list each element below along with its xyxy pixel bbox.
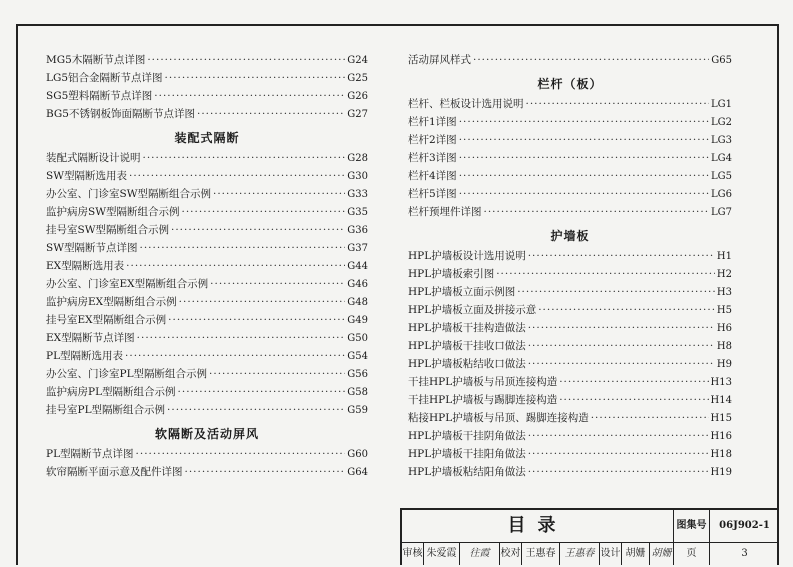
- leader-dots: [528, 445, 709, 463]
- toc-entry-page: G46: [347, 279, 368, 290]
- toc-entry: [408, 373, 732, 391]
- toc-entry: [46, 401, 368, 419]
- leader-dots: [538, 301, 715, 319]
- toc-entry-page: G28: [347, 153, 368, 164]
- toc-entry-title: 挂号室SW型隔断组合示例: [46, 224, 169, 236]
- leader-dots: [517, 283, 715, 301]
- toc-entry-title: HPL护墙板立面及拼接示意: [408, 304, 537, 316]
- toc-entry-page: G48: [347, 297, 368, 308]
- toc-entry-page: G25: [347, 73, 368, 84]
- toc-entry-title: 挂号室EX型隔断组合示例: [46, 314, 167, 326]
- leader-dots: [559, 373, 708, 391]
- toc-entry-title: 软帘隔断平面示意及配件详图: [46, 466, 183, 478]
- toc-entry-title: 栏杆、栏板设计选用说明: [408, 98, 524, 110]
- leader-dots: [473, 51, 709, 69]
- toc-entry-page: LG6: [711, 189, 732, 200]
- toc-entry-page: G27: [347, 109, 368, 120]
- toc-entry-title: BG5不锈钢板饰面隔断节点详图: [46, 108, 195, 120]
- toc-entry-page: H15: [710, 413, 732, 424]
- toc-entry: [46, 347, 368, 365]
- toc-entry-title: HPL护墙板干挂构造做法: [408, 322, 526, 334]
- toc-entry: [408, 185, 732, 203]
- toc-entry-page: H2: [716, 269, 732, 280]
- leader-dots: [459, 131, 709, 149]
- toc-entry-title: 粘接HPL护墙板与吊顶、踢脚连接构造: [408, 412, 589, 424]
- toc-entry-page: G65: [711, 55, 732, 66]
- review-label: 审核: [402, 542, 424, 565]
- toc-entry-page: H5: [716, 305, 732, 316]
- atlas-number-label: 图集号: [674, 510, 710, 542]
- leader-dots: [178, 383, 346, 401]
- toc-entry-title: HPL护墙板干挂收口做法: [408, 340, 526, 352]
- leader-dots: [528, 247, 715, 265]
- leader-dots: [147, 51, 345, 69]
- leader-dots: [137, 329, 346, 347]
- leader-dots: [213, 185, 345, 203]
- check-label: 校对: [500, 542, 522, 565]
- toc-entry-title: HPL护墙板立面示例图: [408, 286, 516, 298]
- toc-entry: [46, 463, 368, 481]
- toc-entry: [408, 283, 732, 301]
- toc-entry-page: G44: [347, 261, 368, 272]
- leader-dots: [559, 391, 708, 409]
- section-heading: 装配式隔断: [174, 131, 240, 145]
- toc-entry-page: G50: [347, 333, 368, 344]
- toc-entry: [408, 167, 732, 185]
- toc-entry-title: HPL护墙板粘结收口做法: [408, 358, 526, 370]
- toc-entry: [408, 131, 732, 149]
- toc-entry-title: HPL护墙板干挂阳角做法: [408, 448, 526, 460]
- check-signature: 王惠春: [560, 542, 600, 565]
- leader-dots: [528, 319, 715, 337]
- leader-dots: [165, 69, 346, 87]
- toc-entry-title: HPL护墙板设计选用说明: [408, 250, 526, 262]
- toc-entry-page: G36: [347, 225, 368, 236]
- toc-entry-title: SW型隔断选用表: [46, 170, 127, 182]
- section-heading: 护墙板: [550, 229, 590, 243]
- leader-dots: [528, 337, 715, 355]
- toc-entry: [408, 445, 732, 463]
- toc-entry: [46, 275, 368, 293]
- toc-entry-title: HPL护墙板干挂阴角做法: [408, 430, 526, 442]
- toc-entry-page: H18: [710, 449, 732, 460]
- toc-entry-page: H14: [710, 395, 732, 406]
- toc-right-column: [408, 51, 732, 481]
- leader-dots: [459, 113, 709, 131]
- toc-entry-title: 办公室、门诊室PL型隔断组合示例: [46, 368, 208, 380]
- toc-entry-title: 办公室、门诊室EX型隔断组合示例: [46, 278, 209, 290]
- toc-entry-page: G33: [347, 189, 368, 200]
- leader-dots: [528, 427, 709, 445]
- toc-entry: [46, 445, 368, 463]
- toc-entry: [408, 355, 732, 373]
- toc-entry: [408, 409, 732, 427]
- design-name: 胡姗: [622, 542, 650, 565]
- toc-entry-title: EX型隔断选用表: [46, 260, 125, 272]
- toc-entry-title: 栏杆5详图: [408, 188, 457, 200]
- toc-entry-title: MG5木隔断节点详图: [46, 54, 146, 66]
- page-number: 3: [741, 548, 748, 559]
- toc-entry: [408, 247, 732, 265]
- leader-dots: [140, 239, 346, 257]
- toc-entry-page: H16: [710, 431, 732, 442]
- toc-entry: [46, 69, 368, 87]
- leader-dots: [143, 149, 346, 167]
- toc-entry-title: 栏杆3详图: [408, 152, 457, 164]
- design-label: 设计: [600, 542, 622, 565]
- toc-entry: [46, 383, 368, 401]
- toc-entry-page: G37: [347, 243, 368, 254]
- leader-dots: [171, 221, 345, 239]
- toc-entry: [408, 113, 732, 131]
- toc-left-column: [46, 51, 368, 481]
- leader-dots: [210, 275, 345, 293]
- leader-dots: [528, 463, 709, 481]
- toc-entry-title: 监护病房EX型隔断组合示例: [46, 296, 177, 308]
- sheet-title: 目录: [402, 510, 674, 542]
- page-label: 页: [674, 542, 710, 565]
- section-heading: 栏杆（板）: [537, 77, 603, 91]
- toc-entry-page: G24: [347, 55, 368, 66]
- toc-entry-page: LG5: [711, 171, 732, 182]
- toc-entry-title: 栏杆1详图: [408, 116, 457, 128]
- toc-entry-page: G35: [347, 207, 368, 218]
- toc-entry: [408, 337, 732, 355]
- check-name: 王惠春: [522, 542, 560, 565]
- toc-entry: [408, 301, 732, 319]
- toc-entry-page: G58: [347, 387, 368, 398]
- toc-entry-title: 监护病房PL型隔断组合示例: [46, 386, 176, 398]
- leader-dots: [154, 87, 345, 105]
- toc-entry-page: H3: [716, 287, 732, 298]
- toc-entry-page: G60: [347, 449, 368, 460]
- section-heading: 软隔断及活动屏风: [154, 427, 259, 441]
- leader-dots: [484, 203, 710, 221]
- toc-entry-title: 活动屏风样式: [408, 54, 471, 66]
- leader-dots: [528, 355, 715, 373]
- toc-entry-page: H8: [716, 341, 732, 352]
- toc-entry-title: HPL护墙板索引图: [408, 268, 495, 280]
- toc-entry-title: 栏杆2详图: [408, 134, 457, 146]
- leader-dots: [129, 167, 345, 185]
- toc-entry: [46, 221, 368, 239]
- leader-dots: [459, 185, 709, 203]
- toc-entry: [408, 95, 732, 113]
- toc-entry: [46, 203, 368, 221]
- leader-dots: [459, 149, 709, 167]
- leader-dots: [179, 293, 346, 311]
- leader-dots: [197, 105, 345, 123]
- toc-entry: [46, 365, 368, 383]
- toc-entry: [408, 51, 732, 69]
- toc-entry-page: G56: [347, 369, 368, 380]
- toc-entry-title: EX型隔断节点详图: [46, 332, 135, 344]
- toc-entry: [46, 149, 368, 167]
- toc-entry-title: PL型隔断节点详图: [46, 448, 134, 460]
- toc-entry: [46, 329, 368, 347]
- toc-entry: [46, 167, 368, 185]
- toc-entry: [46, 105, 368, 123]
- review-name: 朱爱霞: [424, 542, 460, 565]
- toc-entry: [46, 239, 368, 257]
- toc-entry-page: H1: [716, 251, 732, 262]
- toc-entry-page: LG2: [711, 117, 732, 128]
- toc-entry: [408, 463, 732, 481]
- title-block: [400, 508, 779, 565]
- toc-entry-title: 监护病房SW型隔断组合示例: [46, 206, 180, 218]
- toc-entry: [46, 185, 368, 203]
- leader-dots: [168, 311, 345, 329]
- toc-entry: [46, 257, 368, 275]
- design-signature: 胡姗: [650, 542, 674, 565]
- toc-entry: [408, 427, 732, 445]
- leader-dots: [182, 203, 346, 221]
- toc-entry-title: 干挂HPL护墙板与吊顶连接构造: [408, 376, 558, 388]
- toc-entry: [408, 265, 732, 283]
- toc-entry-title: 栏杆4详图: [408, 170, 457, 182]
- toc-entry: [408, 319, 732, 337]
- toc-entry-title: 办公室、门诊室SW型隔断组合示例: [46, 188, 211, 200]
- toc-entry: [46, 311, 368, 329]
- toc-entry: [408, 149, 732, 167]
- leader-dots: [126, 257, 345, 275]
- toc-entry: [408, 391, 732, 409]
- toc-entry-title: 装配式隔断设计说明: [46, 152, 141, 164]
- toc-entry-page: LG4: [711, 153, 732, 164]
- toc-entry-page: LG1: [711, 99, 732, 110]
- leader-dots: [526, 95, 710, 113]
- toc-entry-page: H13: [710, 377, 732, 388]
- toc-entry-title: HPL护墙板粘结阳角做法: [408, 466, 526, 478]
- leader-dots: [136, 445, 346, 463]
- review-signature: 往霞: [460, 542, 500, 565]
- leader-dots: [125, 347, 345, 365]
- toc-entry-page: G59: [347, 405, 368, 416]
- toc-entry: [408, 203, 732, 221]
- toc-entry: [46, 87, 368, 105]
- toc-entry-title: 挂号室PL型隔断组合示例: [46, 404, 166, 416]
- toc-entry-page: G64: [347, 467, 368, 478]
- leader-dots: [496, 265, 715, 283]
- toc-entry-page: G30: [347, 171, 368, 182]
- toc-entry-title: SW型隔断节点详图: [46, 242, 138, 254]
- toc-entry-title: 栏杆预埋件详图: [408, 206, 482, 218]
- atlas-number: 06J902-1: [719, 520, 770, 531]
- toc-entry: [46, 51, 368, 69]
- leader-dots: [209, 365, 345, 383]
- toc-entry-title: PL型隔断选用表: [46, 350, 124, 362]
- toc-entry-title: 干挂HPL护墙板与踢脚连接构造: [408, 394, 558, 406]
- toc-entry-title: SG5塑料隔断节点详图: [46, 90, 153, 102]
- toc-entry-page: LG7: [711, 207, 732, 218]
- toc-entry-page: H9: [716, 359, 732, 370]
- toc-entry-page: LG3: [711, 135, 732, 146]
- leader-dots: [459, 167, 709, 185]
- leader-dots: [185, 463, 346, 481]
- toc-entry-page: H6: [716, 323, 732, 334]
- toc-entry-page: H19: [710, 467, 732, 478]
- toc-entry-page: G26: [347, 91, 368, 102]
- toc-entry-page: G54: [347, 351, 368, 362]
- toc-entry-title: LG5铝合金隔断节点详图: [46, 72, 163, 84]
- leader-dots: [591, 409, 709, 427]
- toc-entry-page: G49: [347, 315, 368, 326]
- leader-dots: [167, 401, 345, 419]
- toc-entry: [46, 293, 368, 311]
